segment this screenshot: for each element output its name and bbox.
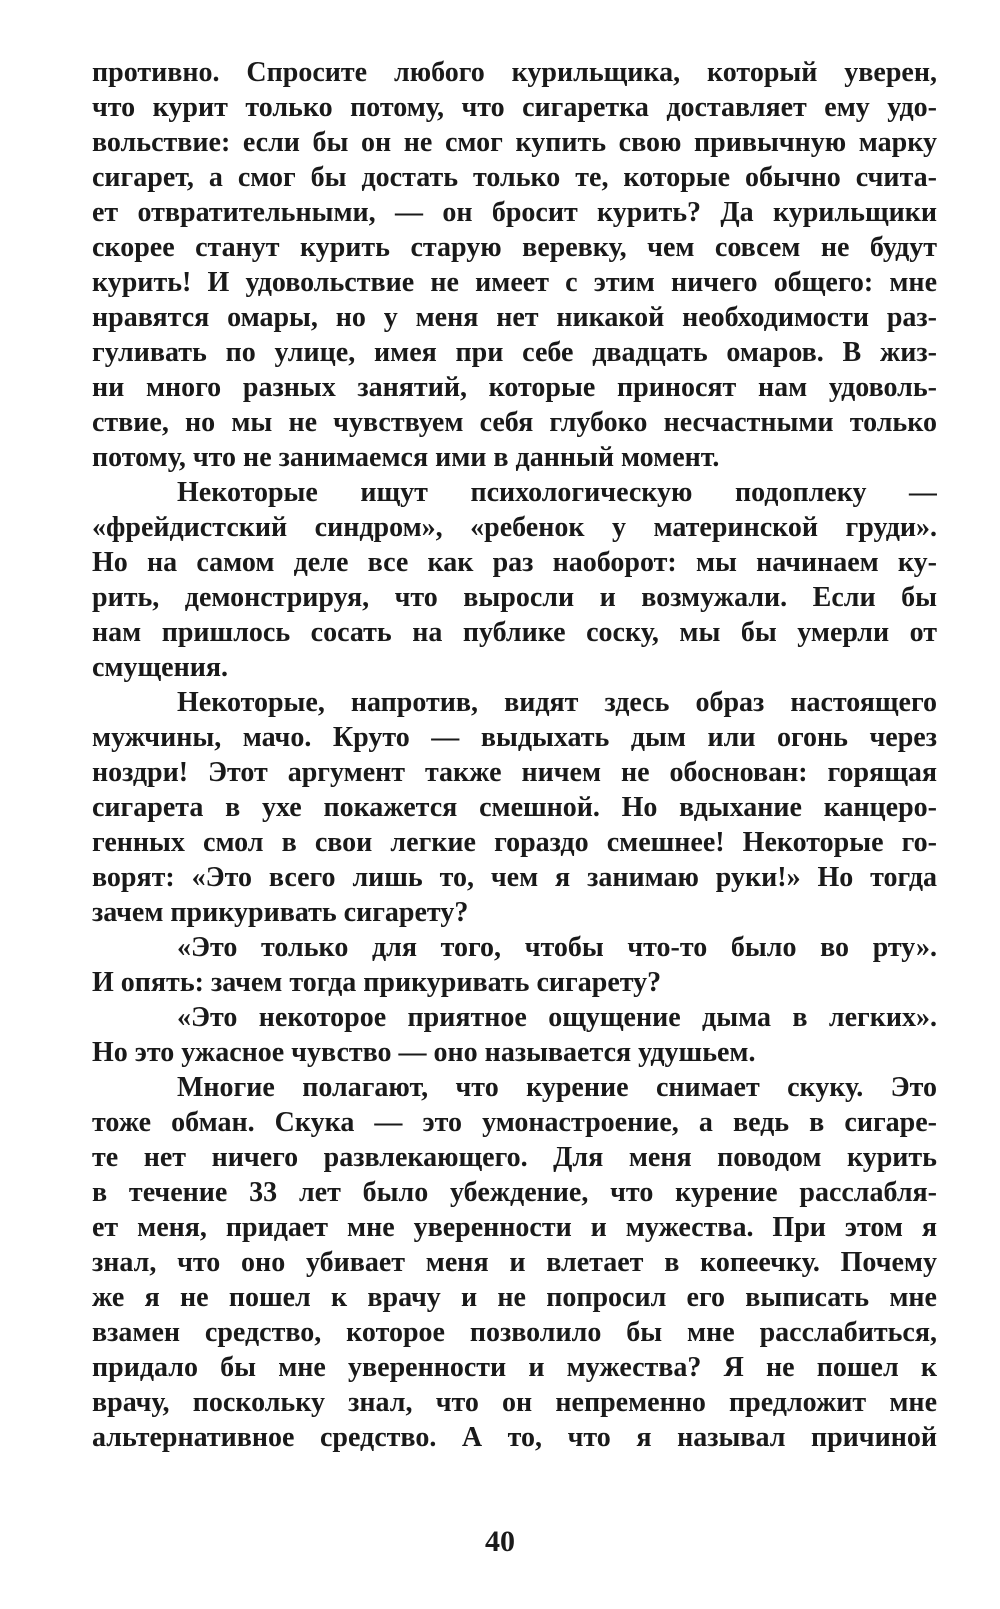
text-line: «фрейдистский синдром», «ребенок у материнской груди». xyxy=(92,512,937,543)
text-line: И опять: зачем тогда прикуривать сигарету? xyxy=(92,967,662,998)
text-line: взамен средство, которое позволило бы мне расслабиться, xyxy=(92,1317,937,1348)
text-line: альтернативное средство. А то, что я называл причиной xyxy=(92,1422,937,1453)
text-line: ствие, но мы не чувствуем себя глубоко несчастными только xyxy=(92,407,937,438)
text-line: ни много разных занятий, которые приносят нам удоволь- xyxy=(92,372,937,403)
text-line: Некоторые, напротив, видят здесь образ настоящего xyxy=(177,687,937,718)
text-line: вольствие: если бы он не смог купить свою привычную марку xyxy=(92,127,937,158)
text-line: Многие полагают, что курение снимает скуку. Это xyxy=(177,1072,937,1103)
text-line: курить! И удовольствие не имеет с этим ничего общего: мне xyxy=(92,267,937,298)
text-line: гуливать по улице, имея при себе двадцать омаров. В жиз- xyxy=(92,337,937,368)
text-line: генных смол в свои легкие гораздо смешнее! Некоторые го- xyxy=(92,827,937,858)
text-line: Но на самом деле все как раз наоборот: мы начинаем ку- xyxy=(92,547,937,578)
text-line: нам пришлось сосать на публике соску, мы бы умерли от xyxy=(92,617,937,648)
text-line: ноздри! Этот аргумент также ничем не обоснован: горящая xyxy=(92,757,937,788)
text-line: придало бы мне уверенности и мужества? Я не пошел к xyxy=(92,1352,937,1383)
text-line: потому, что не занимаемся ими в данный момент. xyxy=(92,442,720,473)
page-number: 40 xyxy=(485,1525,515,1558)
text-line: мужчины, мачо. Круто — выдыхать дым или огонь через xyxy=(92,722,937,753)
text-line: же я не пошел к врачу и не попросил его выписать мне xyxy=(92,1282,937,1313)
text-line: ет меня, придает мне уверенности и мужества. При этом я xyxy=(92,1212,937,1243)
text-line: смущения. xyxy=(92,652,228,683)
text-line: что курит только потому, что сигаретка доставляет ему удо- xyxy=(92,92,937,123)
text-line: ет отвратительными, — он бросит курить? Да курильщики xyxy=(92,197,937,228)
text-line: ворят: «Это всего лишь то, чем я занимаю руки!» Но тогда xyxy=(92,862,937,893)
text-line: скорее станут курить старую веревку, чем совсем не будут xyxy=(92,232,937,263)
text-line: «Это некоторое приятное ощущение дыма в легких». xyxy=(177,1002,937,1033)
text-line: «Это только для того, чтобы что-то было во рту». xyxy=(177,932,937,963)
text-line: тоже обман. Скука — это умонастроение, а ведь в сигаре- xyxy=(92,1107,937,1138)
text-line: рить, демонстрируя, что выросли и возмужали. Если бы xyxy=(92,582,937,613)
text-line: нравятся омары, но у меня нет никакой необходимости раз- xyxy=(92,302,937,333)
text-line: в течение 33 лет было убеждение, что курение расслабля- xyxy=(92,1177,937,1208)
text-line: противно. Спросите любого курильщика, который уверен, xyxy=(92,57,937,88)
text-line: Некоторые ищут психологическую подоплеку — xyxy=(177,477,937,508)
text-line: врачу, поскольку знал, что он непременно предложит мне xyxy=(92,1387,937,1418)
text-line: сигарет, а смог бы достать только те, которые обычно счита- xyxy=(92,162,937,193)
text-line: те нет ничего развлекающего. Для меня поводом курить xyxy=(92,1142,937,1173)
text-line: сигарета в ухе покажется смешной. Но вдыхание канцеро- xyxy=(92,792,937,823)
text-line: зачем прикуривать сигарету? xyxy=(92,897,469,928)
text-line: знал, что оно убивает меня и влетает в копеечку. Почему xyxy=(92,1247,937,1278)
text-line: Но это ужасное чувство — оно называется удушьем. xyxy=(92,1037,756,1068)
page-body xyxy=(92,55,937,1455)
